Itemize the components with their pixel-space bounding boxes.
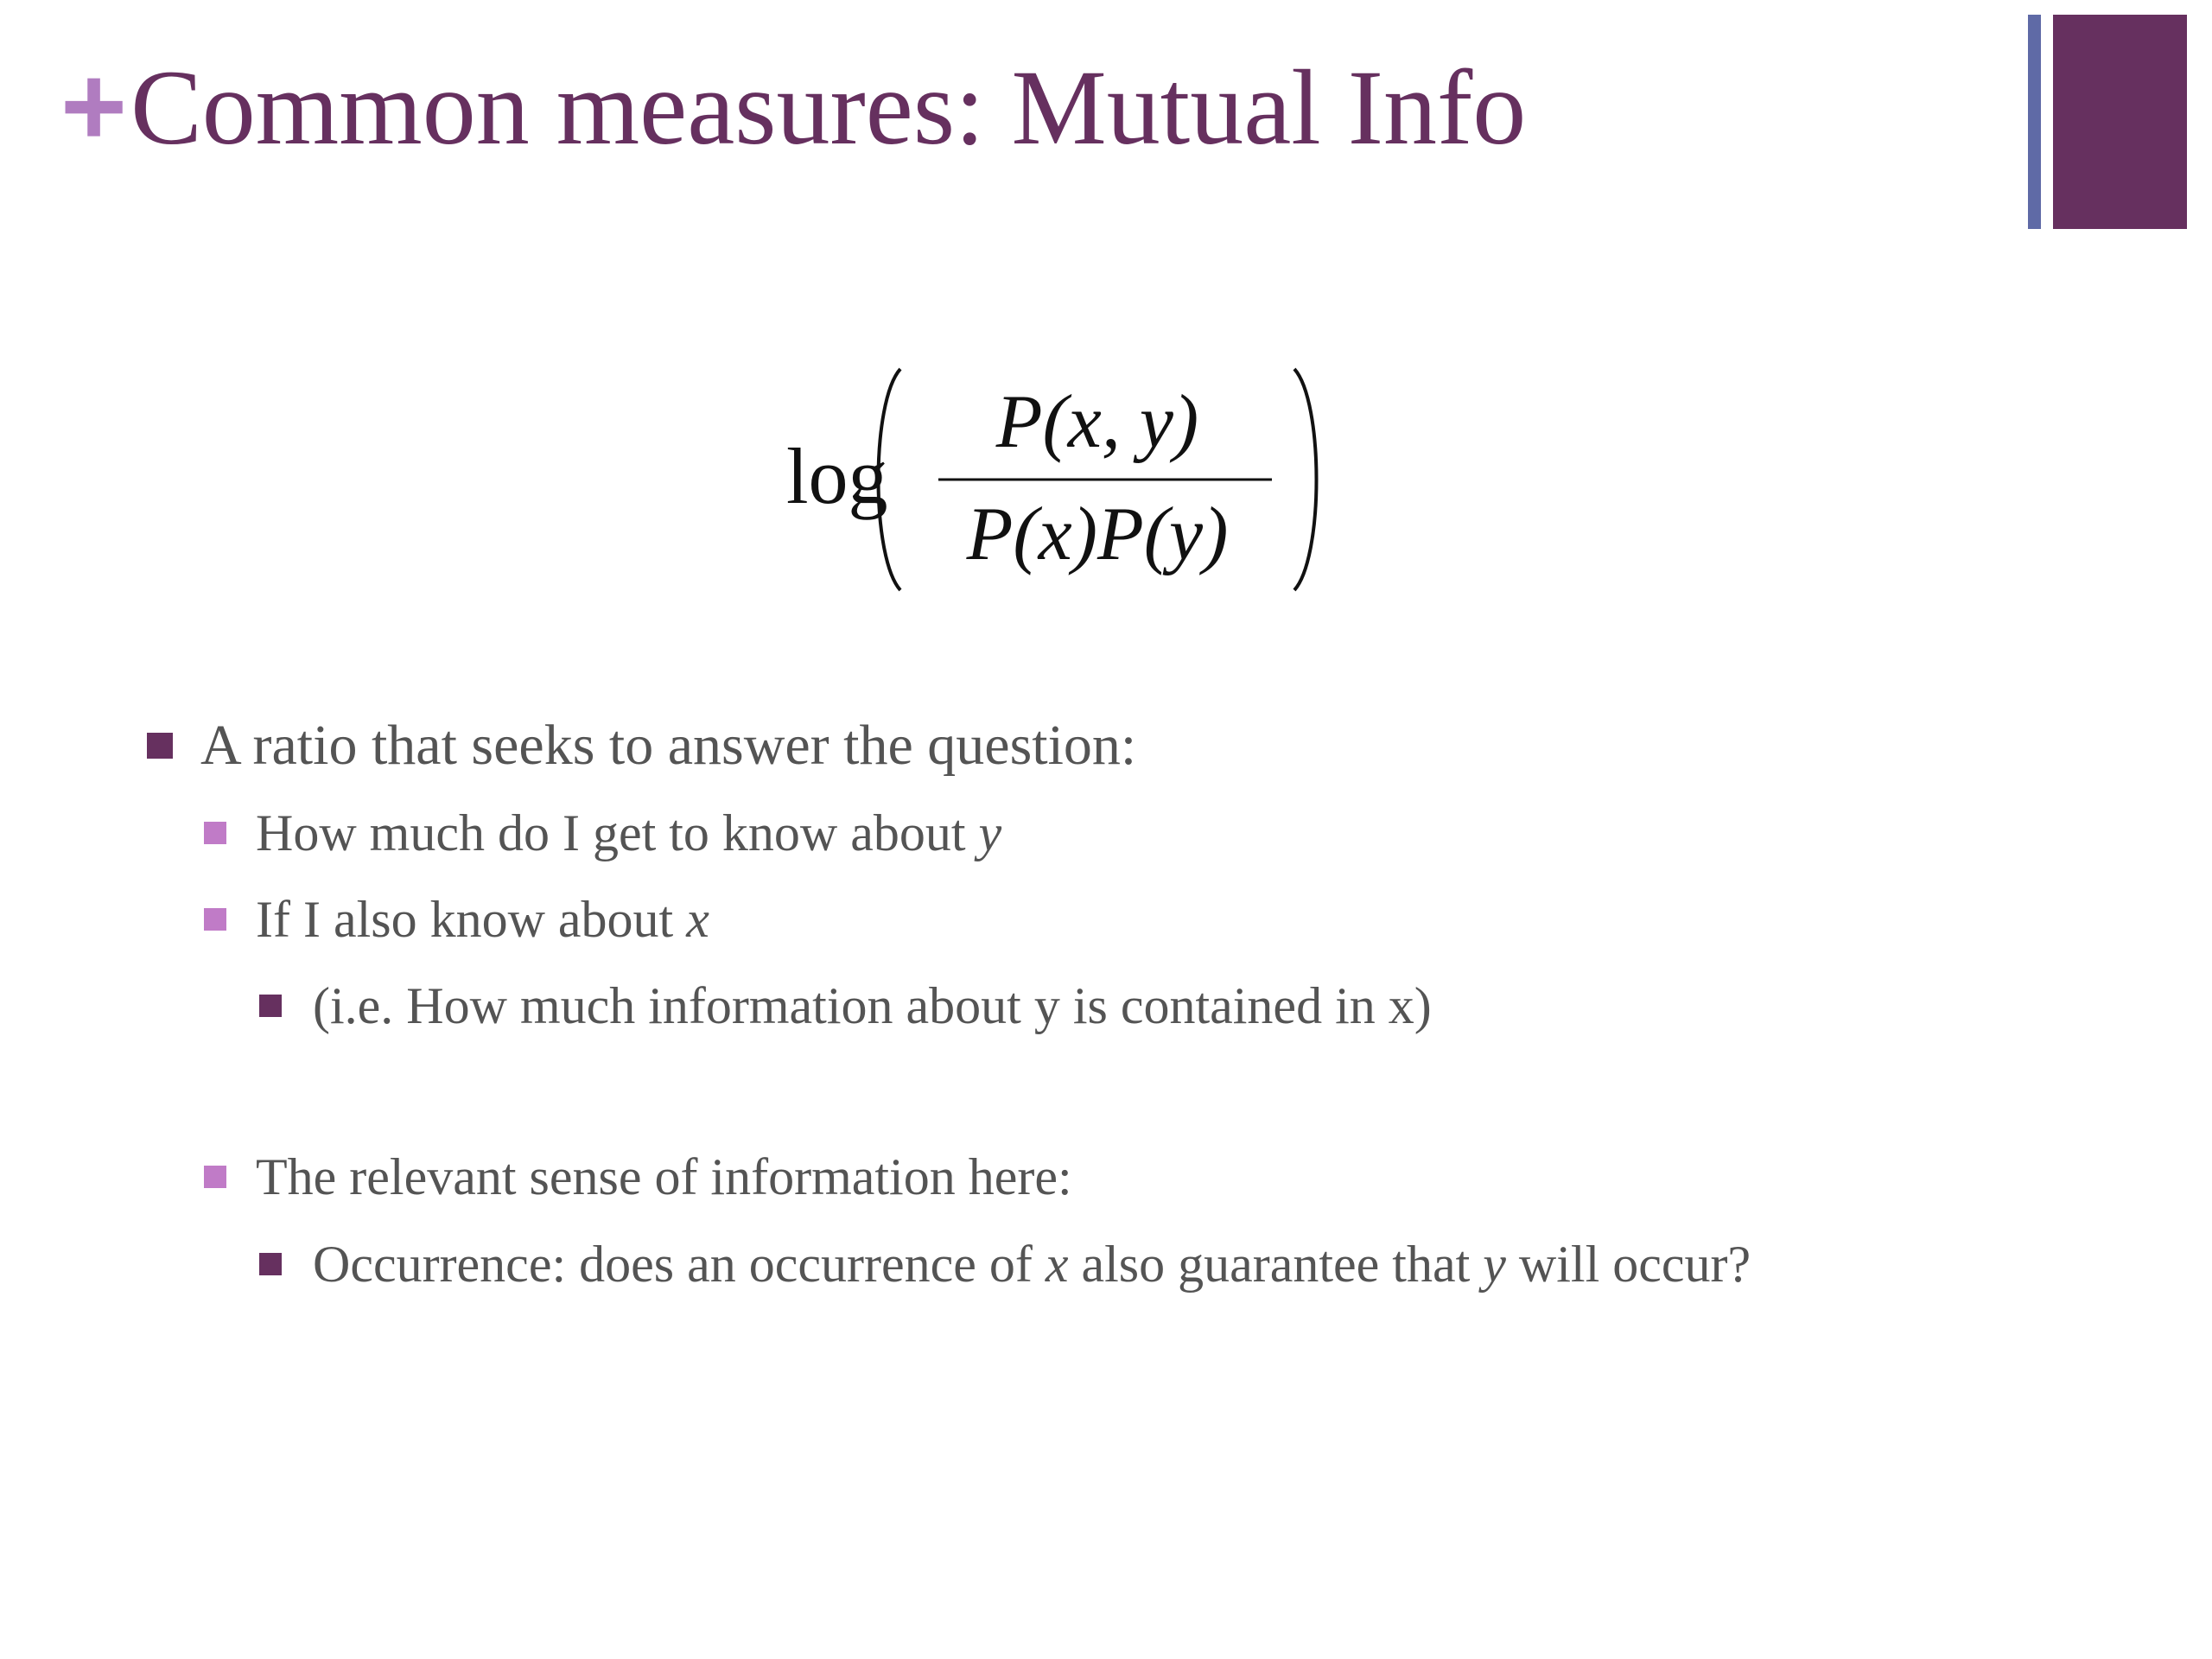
slide-title	[60, 43, 1526, 173]
bullet-marker	[204, 822, 226, 844]
bullet-know-about-y	[204, 797, 1001, 869]
corner-accent-line	[2028, 15, 2041, 229]
bullet-text: (i.e. How much information about y is contained in x)	[313, 976, 1432, 1034]
bullet-marker	[204, 908, 226, 931]
bullet-marker	[259, 1253, 282, 1275]
bullet-marker	[259, 995, 282, 1017]
left-paren	[879, 369, 901, 590]
formula-log: log	[786, 432, 888, 520]
formula-denominator: P(x)P(y)	[966, 493, 1229, 576]
bullet-ratio-question	[147, 707, 1136, 785]
bullet-sense-of-information	[204, 1141, 1072, 1213]
bullet-text: Occurrence: does an occurrence of x also guarantee that y will occur?	[313, 1235, 1751, 1293]
bullet-text: The relevant sense of information here:	[256, 1147, 1072, 1205]
bullet-occurrence	[259, 1228, 1751, 1300]
bullet-text: How much do I get to know about y	[256, 804, 1002, 861]
bullet-marker	[204, 1166, 226, 1188]
right-paren	[1294, 369, 1317, 590]
title-text: Common measures: Mutual Info	[130, 48, 1527, 167]
mutual-info-formula	[778, 359, 1322, 601]
title-plus-icon: +	[60, 42, 128, 169]
corner-accent-block	[2053, 15, 2187, 229]
bullet-text: A ratio that seeks to answer the question:	[200, 714, 1137, 777]
bullet-information-contained	[259, 969, 1432, 1042]
bullet-know-about-x	[204, 883, 709, 956]
bullet-text: If I also know about x	[256, 890, 709, 948]
bullet-marker	[147, 733, 173, 759]
formula-numerator: P(x, y)	[995, 380, 1199, 464]
